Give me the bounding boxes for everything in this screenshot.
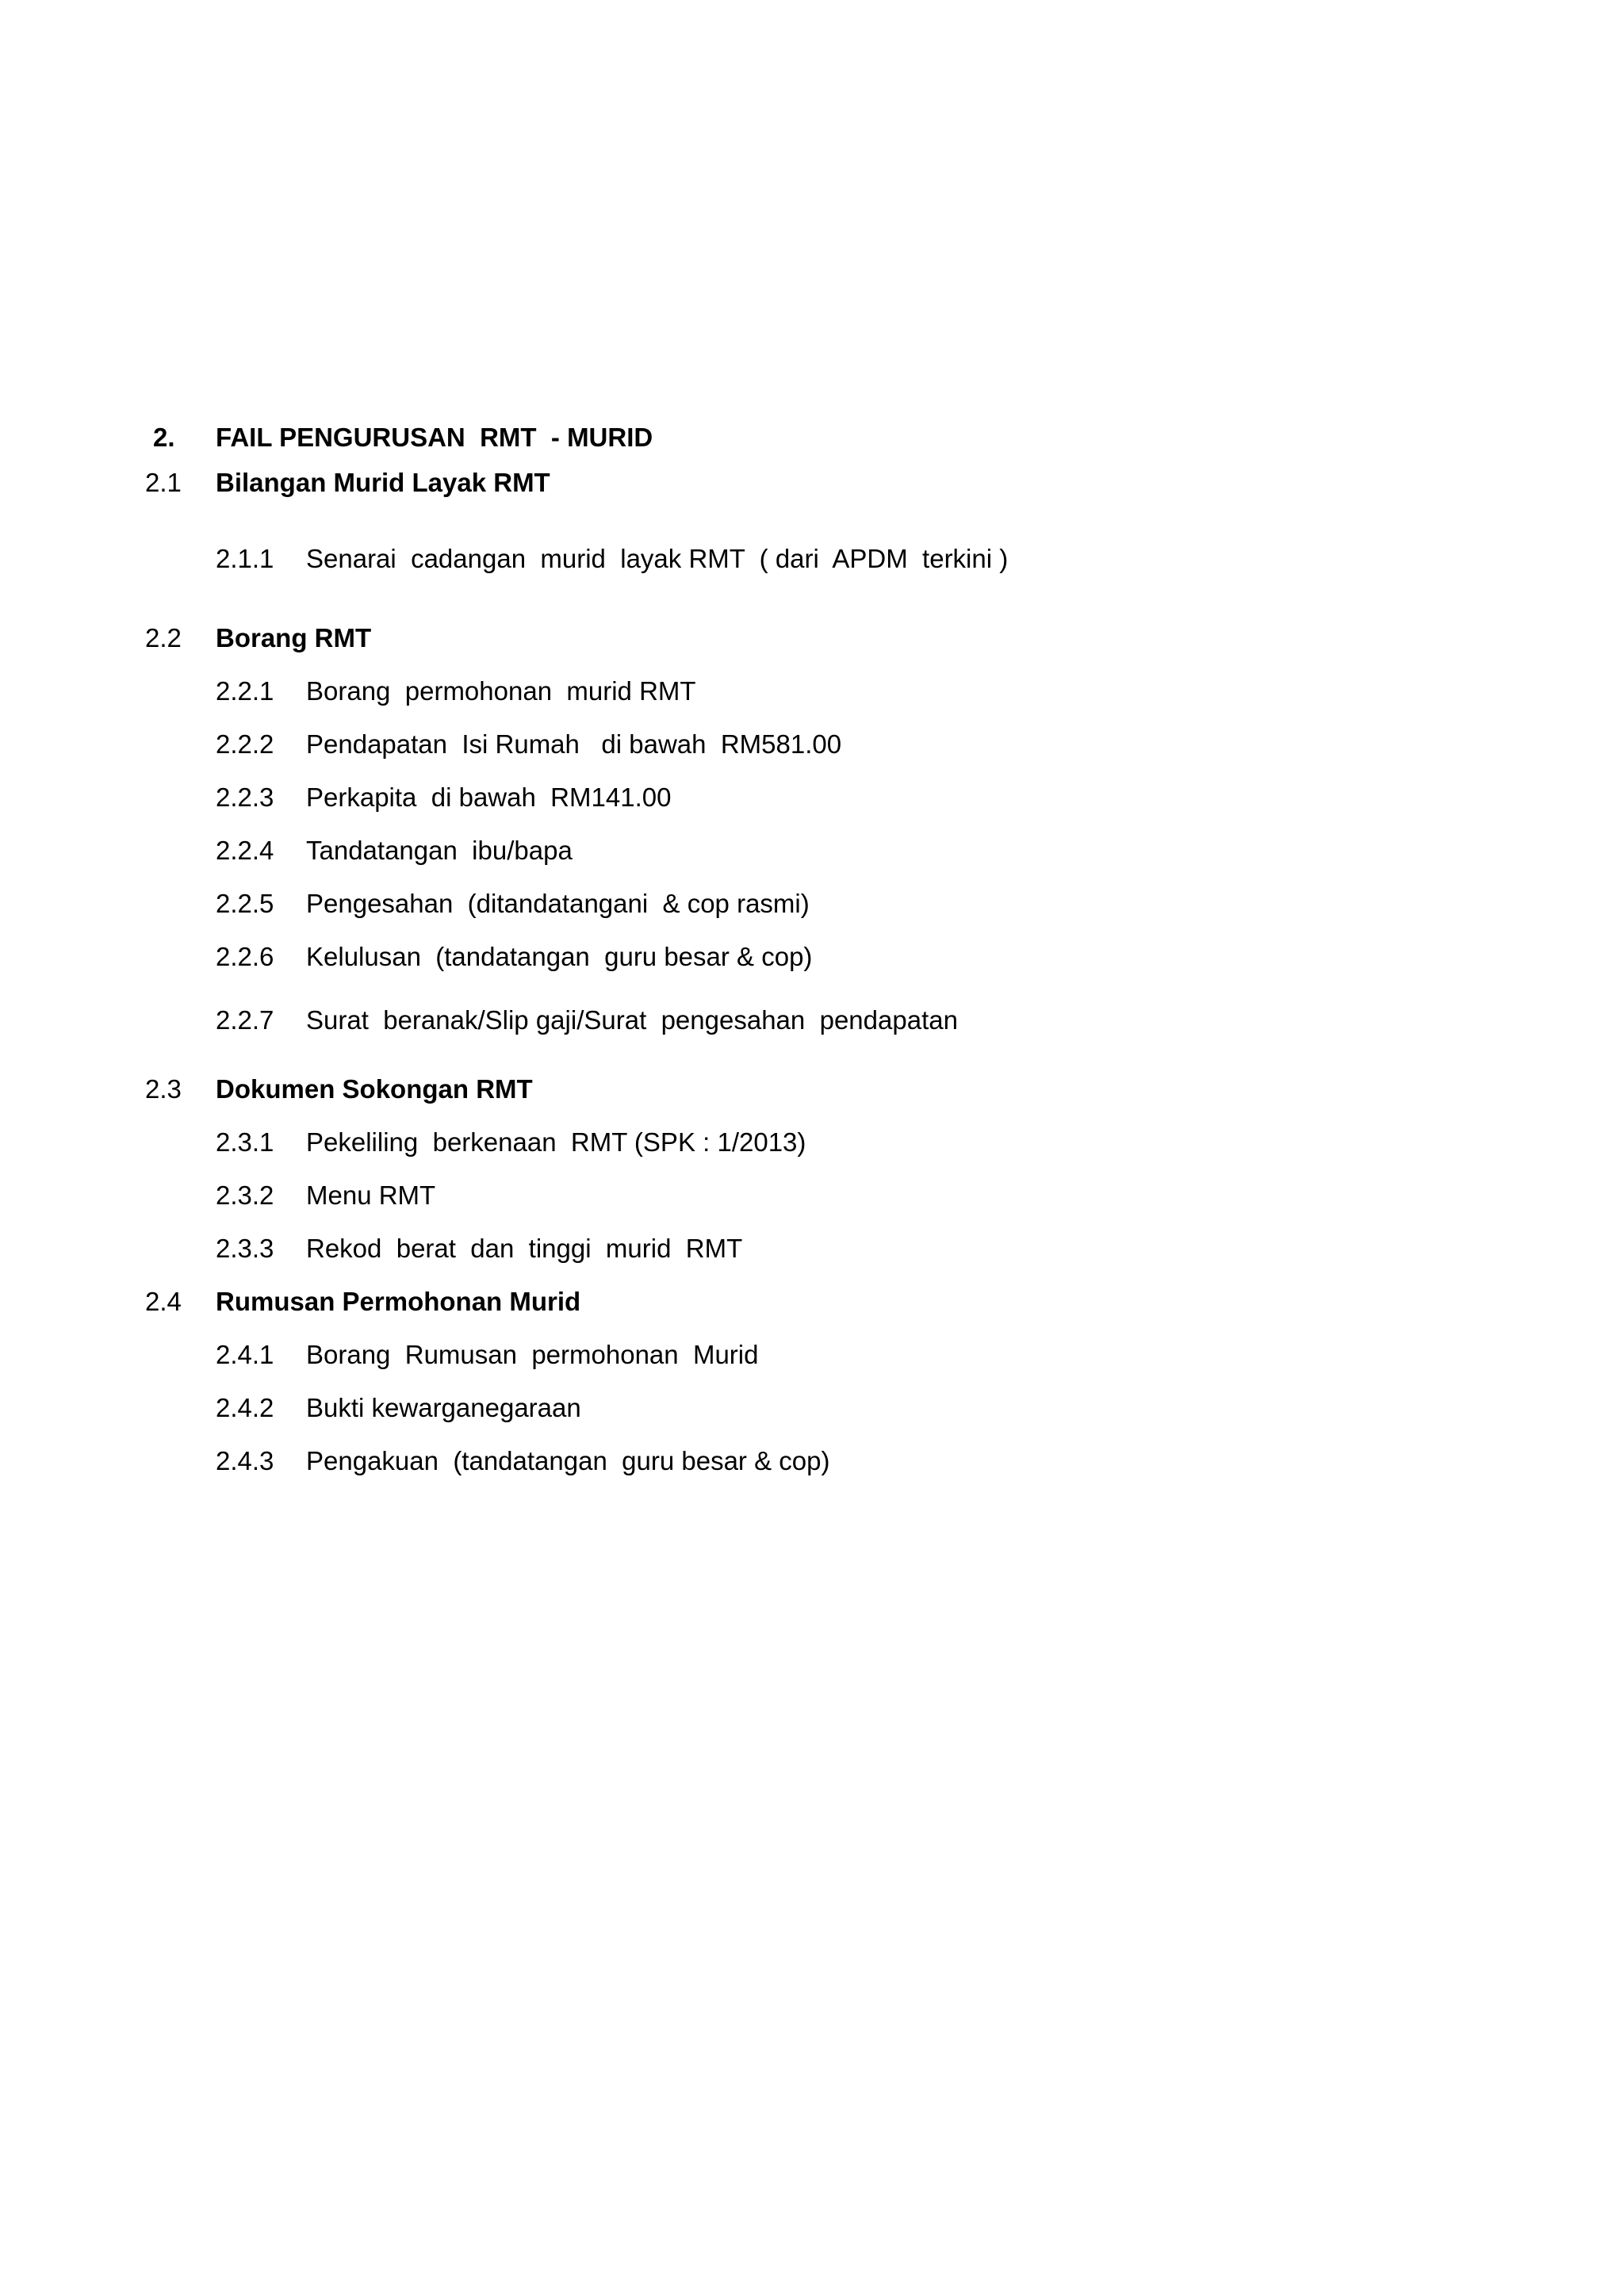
list-item-2-2-7 — [0, 1001, 1624, 1040]
section-number: 2.1 — [145, 468, 182, 497]
item-number: 2.2.7 — [216, 1005, 274, 1035]
item-number: 2.3.1 — [216, 1127, 274, 1157]
list-item-2-4-2 — [0, 1388, 1624, 1428]
item-number: 2.1.1 — [216, 544, 274, 573]
item-text: Kelulusan (tandatangan guru besar & cop) — [306, 942, 813, 971]
section-heading-2-4 — [0, 1282, 1624, 1322]
section-heading-2-3 — [0, 1070, 1624, 1109]
item-number: 2.3.2 — [216, 1181, 274, 1210]
item-text: Senarai cadangan murid layak RMT ( dari APDM terkini ) — [306, 544, 1009, 573]
item-text: Pengesahan (ditandatangani & cop rasmi) — [306, 889, 810, 918]
item-text: Rekod berat dan tinggi murid RMT — [306, 1234, 743, 1263]
item-number: 2.2.6 — [216, 942, 274, 971]
list-item-2-1-1 — [0, 539, 1624, 579]
list-item-2-3-3 — [0, 1229, 1624, 1269]
list-item-2-4-1 — [0, 1335, 1624, 1375]
list-item-2-2-2 — [0, 725, 1624, 764]
main-heading — [0, 418, 1624, 457]
item-text: Borang permohonan murid RMT — [306, 676, 696, 706]
section-title: Rumusan Permohonan Murid — [216, 1287, 581, 1316]
item-text: Borang Rumusan permohonan Murid — [306, 1340, 759, 1369]
section-title: Bilangan Murid Layak RMT — [216, 468, 550, 497]
list-item-2-3-2 — [0, 1176, 1624, 1215]
section-title: Dokumen Sokongan RMT — [216, 1074, 533, 1104]
item-number: 2.2.3 — [216, 783, 274, 812]
list-item-2-2-4 — [0, 831, 1624, 871]
list-item-2-2-1 — [0, 672, 1624, 711]
section-number: 2.2 — [145, 623, 182, 652]
section-number: 2.4 — [145, 1287, 182, 1316]
section-number: 2.3 — [145, 1074, 182, 1104]
heading-number: 2. — [153, 423, 175, 452]
item-number: 2.2.5 — [216, 889, 274, 918]
item-text: Surat beranak/Slip gaji/Surat pengesahan pendapatan — [306, 1005, 958, 1035]
section-heading-2-1 — [0, 463, 1624, 503]
item-number: 2.2.2 — [216, 729, 274, 759]
list-item-2-4-3 — [0, 1441, 1624, 1481]
item-number: 2.3.3 — [216, 1234, 274, 1263]
section-title: Borang RMT — [216, 623, 372, 652]
list-item-2-3-1 — [0, 1123, 1624, 1162]
item-text: Pengakuan (tandatangan guru besar & cop) — [306, 1446, 830, 1475]
item-number: 2.4.2 — [216, 1393, 274, 1422]
item-text: Tandatangan ibu/bapa — [306, 836, 573, 865]
item-text: Pendapatan Isi Rumah di bawah RM581.00 — [306, 729, 842, 759]
item-text: Pekeliling berkenaan RMT (SPK : 1/2013) — [306, 1127, 806, 1157]
item-number: 2.4.3 — [216, 1446, 274, 1475]
item-text: Menu RMT — [306, 1181, 436, 1210]
heading-title: FAIL PENGURUSAN RMT - MURID — [216, 423, 653, 452]
list-item-2-2-5 — [0, 884, 1624, 924]
item-number: 2.2.1 — [216, 676, 274, 706]
list-item-2-2-3 — [0, 778, 1624, 817]
section-heading-2-2 — [0, 618, 1624, 658]
item-text: Perkapita di bawah RM141.00 — [306, 783, 672, 812]
item-text: Bukti kewarganegaraan — [306, 1393, 581, 1422]
item-number: 2.4.1 — [216, 1340, 274, 1369]
item-number: 2.2.4 — [216, 836, 274, 865]
list-item-2-2-6 — [0, 937, 1624, 977]
